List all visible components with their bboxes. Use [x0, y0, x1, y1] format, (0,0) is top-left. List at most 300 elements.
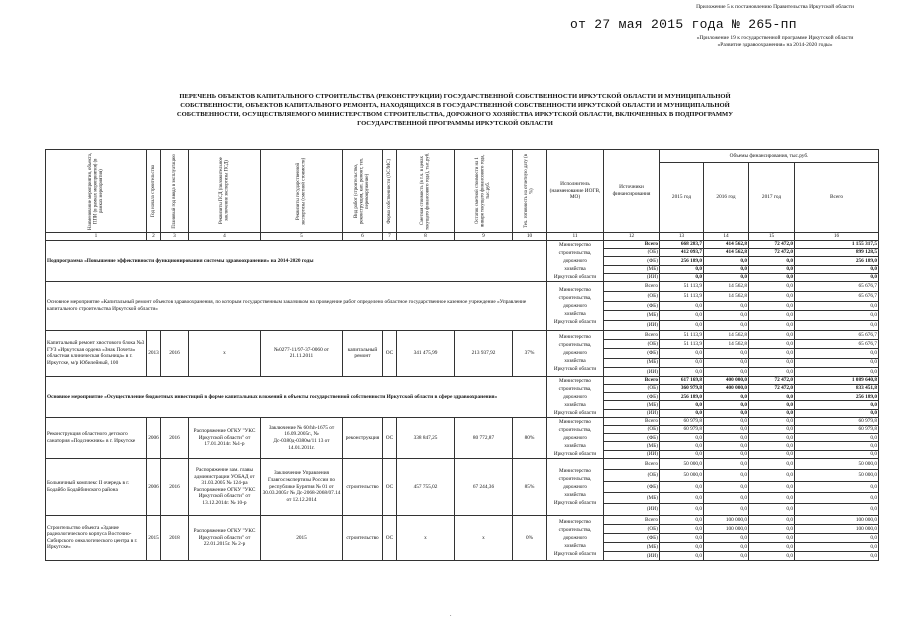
- executor-line: Иркутской области: [553, 450, 597, 457]
- funding-value: 0,0: [704, 321, 749, 331]
- col-header-cost: Сметная стоимость (в т.ч. в ценах текущего финансового года), тыс.руб.: [397, 150, 455, 233]
- funding-value: 100 000,0: [704, 524, 749, 533]
- funding-value: 0,0: [704, 542, 749, 551]
- funding-value: 0,0: [660, 542, 704, 551]
- funding-value: 0,0: [795, 551, 879, 560]
- executor-line: Министерство: [559, 286, 591, 293]
- funding-value: 0,0: [749, 340, 795, 349]
- executor-line: Иркутской области: [553, 366, 597, 373]
- funding-source: (ФБ): [604, 533, 660, 542]
- col-header-readiness: Тех. готовность на отчетную дату (в %): [513, 150, 547, 233]
- funding-value: 100 000,0: [704, 515, 749, 524]
- funding-source: (ИИ): [604, 504, 660, 515]
- funding-value: 0,0: [749, 515, 795, 524]
- col-number: 15: [749, 233, 795, 241]
- executor-line: Министерство: [559, 518, 591, 525]
- executor-line: хозяйства: [564, 266, 586, 272]
- remaining-cost: 67 244,36: [455, 458, 513, 515]
- funding-value: 0,0: [749, 265, 795, 273]
- funding-value: 0,0: [795, 311, 879, 321]
- funding-value: 65 676,7: [795, 282, 879, 292]
- remaining-cost: 213 937,92: [455, 330, 513, 376]
- funding-value: 0,0: [749, 442, 795, 450]
- executor-line: строительства,: [558, 426, 592, 433]
- table-row: [46, 376, 879, 384]
- funding-value: 60 979,8: [660, 426, 704, 434]
- executor-line: Министерство: [559, 377, 591, 384]
- funding-value: 0,0: [795, 301, 879, 311]
- col-number: 8: [397, 233, 455, 241]
- document-title: ПЕРЕЧЕНЬ ОБЪЕКТОВ КАПИТАЛЬНОГО СТРОИТЕЛЬСТВА (РЕКОНСТРУКЦИИ) ГОСУДАРСТВЕННОЙ СОБСТВЕННОСТИ ИРКУТСКОЙ ОБЛАСТИ И МУНИЦИПАЛЬНОЙ СОБСТВЕННОСТИ, ОБЪЕКТОВ КАПИТАЛЬНОГО РЕМОНТА, НАХОДЯЩИХСЯ В ГОСУДАРСТВЕННОЙ СОБСТВЕННОСТИ ИРКУТСКОЙ ОБЛАСТИ И МУНИЦИПАЛЬНОЙ СОБСТВЕННОСТИ, ОСУЩЕСТВЛЯЕМОГО МИНИСТЕРСТВОМ СТРОИТЕЛЬСТВА, ДОРОЖНОГО ХОЗЯЙСТВА ИРКУТСКОЙ ОБЛАСТИ, ВКЛЮЧЕННЫХ В ПОДПРОГРАММУ ГОСУДАРСТВЕННОЙ ПРОГРАММЫ ИРКУТСКОЙ ОБЛАСТИ: [176, 93, 734, 127]
- funding-value: 0,0: [795, 434, 879, 442]
- col-number: 16: [795, 233, 879, 241]
- start-year: 2006: [147, 458, 161, 515]
- funding-source: (ОБ): [604, 470, 660, 481]
- funding-value: 50 000,0: [660, 470, 704, 481]
- end-year: 2016: [161, 417, 189, 458]
- funding-value: 0,0: [749, 493, 795, 504]
- funding-value: 0,0: [749, 504, 795, 515]
- readiness: 0%: [513, 515, 547, 560]
- funding-value: 0,0: [795, 504, 879, 515]
- work-type: реконструкция: [343, 417, 383, 458]
- estimated-cost: 457 755,02: [397, 458, 455, 515]
- funding-value: 0,0: [660, 493, 704, 504]
- funding-source: (ИИ): [604, 367, 660, 376]
- object-name: Строительство объекта «Здание радиологического корпуса Восточно-Сибирского онкологического центра в г. Иркутске»: [46, 515, 147, 560]
- col-number: 5: [261, 233, 343, 241]
- funding-value: 0,0: [795, 481, 879, 492]
- funding-source: (МБ): [604, 401, 660, 409]
- program-name: Основное мероприятие «Осуществление бюджетных инвестиций в форме капитальных вложений в объекты государственной собственности Иркутской области в сфере здравоохранения»: [46, 376, 547, 417]
- object-name: Больничный комплекс II очередь в г. Бодайбо Бодайбинского района: [46, 458, 147, 515]
- funding-value: 0,0: [749, 321, 795, 331]
- col-header-ownership: Форма собственности (ОС/МС): [383, 150, 397, 233]
- executor-line: Министерство: [559, 467, 591, 474]
- executor-line: хозяйства: [564, 358, 586, 365]
- executor-line: дорожного: [563, 534, 587, 541]
- funding-value: 65 676,7: [795, 330, 879, 339]
- funding-value: 0,0: [749, 393, 795, 401]
- funding-value: 0,0: [660, 434, 704, 442]
- funding-value: 0,0: [749, 450, 795, 458]
- funding-value: 400 000,0: [704, 385, 749, 393]
- col-number: 1: [46, 233, 147, 241]
- funding-value: 414 562,8: [704, 249, 749, 257]
- col-number: 10: [513, 233, 547, 241]
- funding-source: (ИИ): [604, 273, 660, 281]
- executor-line: Министерство: [559, 418, 591, 425]
- col-header-2016: 2016 год: [704, 163, 749, 233]
- executor-line: строительства,: [558, 342, 592, 349]
- funding-value: 14 562,8: [704, 282, 749, 292]
- appendix-subheader: [655, 35, 895, 49]
- funding-value: 0,0: [660, 301, 704, 311]
- funding-value: 0,0: [795, 321, 879, 331]
- funding-value: 668 283,7: [660, 241, 704, 249]
- funding-value: 0,0: [749, 551, 795, 560]
- expertise-details: №0277-11/97-37-0060 от 21.11.2011: [261, 330, 343, 376]
- funding-source: Всего: [604, 376, 660, 384]
- funding-value: 100 000,0: [795, 515, 879, 524]
- funding-value: 414 562,8: [704, 241, 749, 249]
- executor: [547, 458, 604, 515]
- col-number: 3: [161, 233, 189, 241]
- funding-source: (МБ): [604, 493, 660, 504]
- funding-value: 0,0: [660, 367, 704, 376]
- funding-source: (ФБ): [604, 481, 660, 492]
- funding-value: 0,0: [749, 291, 795, 301]
- col-header-2017: 2017 год: [749, 163, 795, 233]
- executor-line: строительства,: [558, 385, 592, 392]
- executor-line: Иркутской области: [553, 274, 597, 280]
- col-header-total: Всего: [795, 163, 879, 233]
- funding-value: 1 155 317,5: [795, 241, 879, 249]
- funding-value: 0,0: [660, 442, 704, 450]
- funding-source: (ОБ): [604, 249, 660, 257]
- executor-line: дорожного: [563, 393, 587, 400]
- funding-source: Всего: [604, 515, 660, 524]
- end-year: 2016: [161, 458, 189, 515]
- appendix-line-2: «Развитие здравоохранения» на 2014-2020 годы»: [717, 42, 833, 48]
- funding-source: (МБ): [604, 542, 660, 551]
- executor-line: дорожного: [563, 350, 587, 357]
- funding-value: 0,0: [749, 417, 795, 425]
- funding-value: 0,0: [660, 265, 704, 273]
- funding-value: 100 000,0: [795, 524, 879, 533]
- funding-value: 0,0: [749, 426, 795, 434]
- executor-line: Министерство: [559, 242, 591, 248]
- executor: [547, 417, 604, 458]
- executor-line: Иркутской области: [553, 318, 597, 325]
- funding-value: 256 189,0: [795, 257, 879, 265]
- funding-value: 256 189,0: [660, 257, 704, 265]
- ownership: ОС: [383, 458, 397, 515]
- end-year: 2018: [161, 515, 189, 560]
- funding-value: 0,0: [795, 442, 879, 450]
- funding-source: Всего: [604, 417, 660, 425]
- funding-source: (ФБ): [604, 434, 660, 442]
- ownership: ОС: [383, 417, 397, 458]
- funding-value: 50 000,0: [660, 458, 704, 469]
- funding-source: (ФБ): [604, 393, 660, 401]
- funding-value: 0,0: [704, 273, 749, 281]
- funding-value: 0,0: [660, 533, 704, 542]
- appendix-header: Приложение 5 к постановлению Правительства Иркутской области: [696, 4, 854, 10]
- col-header-rest: Остаток сметной стоимости на 1 января текущего финансового года, тыс.руб.: [455, 150, 513, 233]
- funding-value: 0,0: [660, 401, 704, 409]
- funding-value: 0,0: [704, 393, 749, 401]
- funding-value: 0,0: [749, 533, 795, 542]
- col-number: 14: [704, 233, 749, 241]
- funding-value: 833 451,8: [795, 385, 879, 393]
- funding-value: 0,0: [795, 409, 879, 417]
- funding-value: 0,0: [704, 311, 749, 321]
- estimated-cost: 341 475,99: [397, 330, 455, 376]
- funding-value: 0,0: [704, 450, 749, 458]
- col-header-end: Плановый год ввода в эксплуатацию: [161, 150, 189, 233]
- psd-details: Распоряжение ОГКУ "УКС Иркутской области" от 22.01.2015г. № 2-р: [189, 515, 261, 560]
- funding-value: 60 979,8: [660, 417, 704, 425]
- work-type: строительство: [343, 515, 383, 560]
- funding-value: 0,0: [749, 301, 795, 311]
- executor-line: дорожного: [563, 258, 587, 264]
- funding-value: 0,0: [660, 273, 704, 281]
- executor-line: дорожного: [563, 434, 587, 441]
- funding-value: 360 979,8: [660, 385, 704, 393]
- funding-value: 51 113,9: [660, 330, 704, 339]
- funding-value: 50 000,0: [795, 458, 879, 469]
- funding-source: (ИИ): [604, 450, 660, 458]
- funding-value: 0,0: [660, 515, 704, 524]
- funding-value: 0,0: [795, 401, 879, 409]
- table-row: [46, 282, 879, 292]
- col-header-executor: Исполнитель (наименование ИОГВ, МО): [547, 150, 604, 233]
- funding-value: 51 113,9: [660, 282, 704, 292]
- funding-value: 0,0: [749, 311, 795, 321]
- end-year: 2016: [161, 330, 189, 376]
- funding-value: 0,0: [795, 450, 879, 458]
- funding-source: (МБ): [604, 442, 660, 450]
- funding-value: 0,0: [749, 524, 795, 533]
- funding-value: 0,0: [704, 458, 749, 469]
- funding-value: 0,0: [704, 401, 749, 409]
- executor-line: Иркутской области: [553, 409, 597, 416]
- funding-value: 0,0: [749, 470, 795, 481]
- funding-value: 60 979,8: [795, 417, 879, 425]
- funding-value: 72 472,0: [749, 241, 795, 249]
- funding-value: 1 089 640,8: [795, 376, 879, 384]
- funding-value: 256 189,0: [660, 393, 704, 401]
- funding-value: 412 093,7: [660, 249, 704, 257]
- table-row: [46, 330, 879, 339]
- funding-value: 0,0: [660, 349, 704, 358]
- funding-value: 0,0: [660, 551, 704, 560]
- funding-source: Всего: [604, 282, 660, 292]
- col-number: 2: [147, 233, 161, 241]
- executor-line: дорожного: [563, 483, 587, 490]
- funding-source: Всего: [604, 330, 660, 339]
- funding-value: 0,0: [749, 358, 795, 367]
- program-name: Подпрограмма «Повышение эффективности функционирования системы здравоохранения» на 2014-2020 годы: [46, 241, 547, 282]
- funding-value: 0,0: [749, 401, 795, 409]
- funding-value: 0,0: [704, 409, 749, 417]
- funding-value: 0,0: [749, 542, 795, 551]
- executor-line: хозяйства: [564, 542, 586, 549]
- readiness: 85%: [513, 458, 547, 515]
- executor-line: строительства,: [558, 475, 592, 482]
- expertise-details: Заключение № 60/hh-1675 от 16.09.2005г., № Дс-0380д-0380м/11 13 от 14.01.2011г.: [261, 417, 343, 458]
- funding-value: 0,0: [749, 434, 795, 442]
- funding-source: (ФБ): [604, 257, 660, 265]
- funding-value: 14 562,8: [704, 291, 749, 301]
- executor-line: Иркутской области: [553, 499, 597, 506]
- col-number: 7: [383, 233, 397, 241]
- readiness: 37%: [513, 330, 547, 376]
- psd-details: х: [189, 330, 261, 376]
- funding-value: 0,0: [704, 257, 749, 265]
- funding-value: 0,0: [704, 426, 749, 434]
- expertise-details: 2015: [261, 515, 343, 560]
- funding-value: 0,0: [749, 257, 795, 265]
- funding-source: Всего: [604, 241, 660, 249]
- funding-value: 0,0: [749, 481, 795, 492]
- estimated-cost: х: [397, 515, 455, 560]
- readiness: 80%: [513, 417, 547, 458]
- ownership: ОС: [383, 515, 397, 560]
- work-type: строительство: [343, 458, 383, 515]
- funding-value: 256 189,0: [795, 393, 879, 401]
- funding-value: 0,0: [704, 551, 749, 560]
- funding-value: 0,0: [660, 481, 704, 492]
- executor-line: строительства,: [558, 294, 592, 301]
- funding-value: 617 169,8: [660, 376, 704, 384]
- funding-value: 60 979,8: [795, 426, 879, 434]
- funding-value: 0,0: [704, 417, 749, 425]
- col-header-work-type: Вид работ (строительство, реконструкция, кап. ремонт, тех. перевооружение): [343, 150, 383, 233]
- col-number: 12: [604, 233, 660, 241]
- appendix-line-1: «Приложение 19 к государственной программе Иркутской области: [696, 35, 854, 41]
- estimated-cost: 338 847,25: [397, 417, 455, 458]
- remaining-cost: х: [455, 515, 513, 560]
- funding-value: 0,0: [660, 321, 704, 331]
- expertise-details: Заключение Управления Главгосэкспертизы России по республике Бурятия № 01 от 30.03.2005г № Дс-2068-2068/07.14 от 12.12.2014: [261, 458, 343, 515]
- funding-value: 0,0: [749, 349, 795, 358]
- psd-details: Распоряжение зам. главы администрации УОБАД от 31.03.2005 № 124-ра Распоряжение ОГКУ "УКС Иркутской области" от 13.12.2014г. № 10-р: [189, 458, 261, 515]
- executor-line: строительства,: [558, 250, 592, 256]
- funding-value: 0,0: [660, 311, 704, 321]
- col-header-psd: Реквизиты ПСД (положительное заключение экспертизы ПСД): [189, 150, 261, 233]
- funding-source: (ОБ): [604, 426, 660, 434]
- funding-value: 0,0: [749, 458, 795, 469]
- col-header-expertise: Реквизиты государственной экспертизы (сметной стоимости): [261, 150, 343, 233]
- col-number: 6: [343, 233, 383, 241]
- funding-value: 0,0: [704, 481, 749, 492]
- funding-value: 0,0: [704, 493, 749, 504]
- col-header-sources: Источники финансирования: [604, 150, 660, 233]
- funding-value: 0,0: [704, 265, 749, 273]
- funding-value: 0,0: [795, 493, 879, 504]
- table-row: [46, 417, 879, 425]
- funding-value: 0,0: [660, 504, 704, 515]
- funding-value: 0,0: [660, 409, 704, 417]
- funding-value: 0,0: [795, 367, 879, 376]
- funding-value: 0,0: [704, 533, 749, 542]
- funding-value: 0,0: [795, 349, 879, 358]
- col-header-funding: Объемы финансирования, тыс.руб.: [660, 150, 879, 163]
- remaining-cost: 80 772,87: [455, 417, 513, 458]
- col-header-2015: 2015 год: [660, 163, 704, 233]
- funding-value: 0,0: [795, 542, 879, 551]
- funding-value: 50 000,0: [795, 470, 879, 481]
- funding-value: 51 113,9: [660, 340, 704, 349]
- funding-value: 0,0: [795, 533, 879, 542]
- page-mark: .: [450, 612, 452, 618]
- table-row: [46, 515, 879, 524]
- ownership: ОС: [383, 330, 397, 376]
- funding-source: (ОБ): [604, 385, 660, 393]
- funding-source: (ИИ): [604, 409, 660, 417]
- funding-source: (ИИ): [604, 321, 660, 331]
- funding-value: 14 562,8: [704, 340, 749, 349]
- col-header-name: Наименование мероприятия, объекта, ППИ (в рамках мероприятия) (в рамках мероприятия): [46, 150, 147, 233]
- funding-value: 0,0: [704, 301, 749, 311]
- executor: [547, 515, 604, 560]
- object-name: Реконструкция областного детского санатория «Подснежник» в г. Иркутске: [46, 417, 147, 458]
- funding-source: (ИИ): [604, 551, 660, 560]
- funding-value: 400 000,0: [704, 376, 749, 384]
- decree-stamp: от 27 мая 2015 года № 265-пп: [570, 17, 797, 32]
- executor-line: Иркутской области: [553, 550, 597, 557]
- object-name: Капитальный ремонт хвостового блока №3 ГУЗ «Иркутская ордена «Знак Почета» областная клиническая больница» в г. Иркутске, м/р Юбилейный, 100: [46, 330, 147, 376]
- funding-value: 0,0: [795, 358, 879, 367]
- funding-source: (ОБ): [604, 340, 660, 349]
- psd-details: Распоряжение ОГКУ "УКС Иркутской области" от 17.01.2014г. №1-р: [189, 417, 261, 458]
- start-year: 2006: [147, 417, 161, 458]
- funding-source: (МБ): [604, 358, 660, 367]
- funding-value: 0,0: [660, 524, 704, 533]
- funding-value: 0,0: [704, 367, 749, 376]
- funding-value: 0,0: [704, 349, 749, 358]
- table-body: [46, 241, 879, 561]
- funding-source: (ОБ): [604, 524, 660, 533]
- funding-source: (МБ): [604, 311, 660, 321]
- funding-value: 14 562,8: [704, 330, 749, 339]
- funding-value: 0,0: [795, 265, 879, 273]
- executor-line: строительства,: [558, 526, 592, 533]
- executor: [547, 330, 604, 376]
- table-row: [46, 241, 879, 249]
- funding-value: 0,0: [660, 450, 704, 458]
- table-row: [46, 458, 879, 469]
- funding-source: Всего: [604, 458, 660, 469]
- start-year: 2015: [147, 515, 161, 560]
- funding-value: 0,0: [749, 409, 795, 417]
- col-header-start: Год начала строительства: [147, 150, 161, 233]
- funding-value: 899 128,5: [795, 249, 879, 257]
- start-year: 2013: [147, 330, 161, 376]
- funding-source: (ФБ): [604, 301, 660, 311]
- executor-line: хозяйства: [564, 491, 586, 498]
- col-number: 9: [455, 233, 513, 241]
- work-type: капитальный ремонт: [343, 330, 383, 376]
- funding-value: 0,0: [749, 330, 795, 339]
- col-number: 13: [660, 233, 704, 241]
- executor-line: хозяйства: [564, 401, 586, 408]
- funding-value: 51 113,9: [660, 291, 704, 301]
- funding-source: (ОБ): [604, 291, 660, 301]
- executor: [547, 241, 604, 282]
- funding-value: 72 472,0: [749, 376, 795, 384]
- executor-line: Министерство: [559, 334, 591, 341]
- objects-table: [45, 149, 879, 561]
- col-number: 11: [547, 233, 604, 241]
- funding-source: (МБ): [604, 265, 660, 273]
- funding-value: 0,0: [704, 504, 749, 515]
- funding-value: 0,0: [704, 358, 749, 367]
- funding-value: 0,0: [795, 273, 879, 281]
- funding-value: 0,0: [704, 470, 749, 481]
- funding-value: 0,0: [749, 273, 795, 281]
- funding-value: 0,0: [704, 442, 749, 450]
- executor-line: дорожного: [563, 302, 587, 309]
- program-name: Основное мероприятие «Капитальный ремонт объектов здравоохранения, по которым государственным заказчиком на проведение работ определено областное государственное казенное учреждение «Управление капитального строительства Иркутской области»: [46, 282, 547, 331]
- funding-value: 0,0: [704, 434, 749, 442]
- executor: [547, 282, 604, 331]
- funding-value: 65 676,7: [795, 291, 879, 301]
- funding-value: 0,0: [749, 367, 795, 376]
- executor-line: хозяйства: [564, 310, 586, 317]
